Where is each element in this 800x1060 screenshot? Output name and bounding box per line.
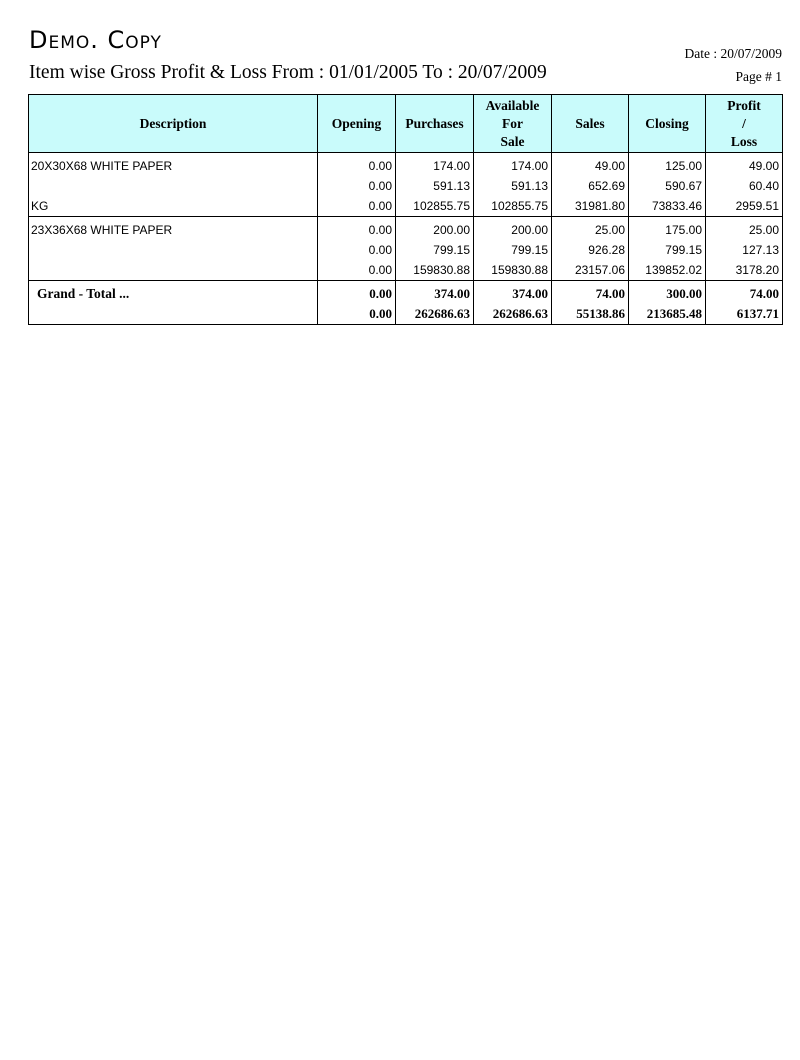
cell-closing: 213685.48 — [629, 304, 706, 325]
cell-opening: 0.00 — [318, 260, 396, 281]
cell-available: 102855.75 — [474, 196, 552, 217]
cell-purchases: 591.13 — [396, 176, 474, 196]
grand-total-row — [29, 304, 783, 325]
table-row — [29, 153, 783, 177]
cell-purchases: 102855.75 — [396, 196, 474, 217]
cell-purchases: 799.15 — [396, 240, 474, 260]
cell-sales: 55138.86 — [552, 304, 629, 325]
cell-available: 262686.63 — [474, 304, 552, 325]
cell-sales: 23157.06 — [552, 260, 629, 281]
cell-closing: 73833.46 — [629, 196, 706, 217]
cell-closing: 175.00 — [629, 217, 706, 241]
cell-purchases: 374.00 — [396, 281, 474, 305]
cell-profit: 2959.51 — [706, 196, 783, 217]
cell-sales: 926.28 — [552, 240, 629, 260]
cell-sales: 31981.80 — [552, 196, 629, 217]
cell-available: 374.00 — [474, 281, 552, 305]
page-number: Page # 1 — [735, 69, 782, 84]
cell-sales: 74.00 — [552, 281, 629, 305]
cell-sales: 652.69 — [552, 176, 629, 196]
cell-closing: 139852.02 — [629, 260, 706, 281]
cell-sales: 49.00 — [552, 153, 629, 177]
cell-description — [29, 176, 318, 196]
col-sales: Sales — [552, 95, 629, 153]
col-description: Description — [29, 95, 318, 153]
cell-description: KG — [29, 196, 318, 217]
cell-purchases: 174.00 — [396, 153, 474, 177]
demo-copy-watermark: Demo. Copy — [29, 26, 162, 54]
cell-available: 174.00 — [474, 153, 552, 177]
cell-opening: 0.00 — [318, 240, 396, 260]
grand-total-label: Grand - Total ... — [29, 281, 318, 305]
cell-profit: 49.00 — [706, 153, 783, 177]
table-row — [29, 196, 783, 217]
cell-opening: 0.00 — [318, 217, 396, 241]
cell-opening: 0.00 — [318, 196, 396, 217]
cell-purchases: 262686.63 — [396, 304, 474, 325]
cell-profit: 25.00 — [706, 217, 783, 241]
cell-available: 159830.88 — [474, 260, 552, 281]
grand-total-label-empty — [29, 304, 318, 325]
cell-opening: 0.00 — [318, 304, 396, 325]
cell-profit: 6137.71 — [706, 304, 783, 325]
col-opening: Opening — [318, 95, 396, 153]
cell-closing: 799.15 — [629, 240, 706, 260]
cell-description: 23X36X68 WHITE PAPER — [29, 217, 318, 241]
cell-purchases: 200.00 — [396, 217, 474, 241]
cell-purchases: 159830.88 — [396, 260, 474, 281]
cell-opening: 0.00 — [318, 281, 396, 305]
cell-description — [29, 260, 318, 281]
cell-available: 591.13 — [474, 176, 552, 196]
cell-profit: 127.13 — [706, 240, 783, 260]
cell-sales: 25.00 — [552, 217, 629, 241]
table-row — [29, 260, 783, 281]
cell-description: 20X30X68 WHITE PAPER — [29, 153, 318, 177]
col-closing: Closing — [629, 95, 706, 153]
profit-loss-table — [28, 94, 783, 325]
col-profit-loss: Profit / Loss — [706, 95, 783, 153]
cell-closing: 300.00 — [629, 281, 706, 305]
cell-profit: 74.00 — [706, 281, 783, 305]
col-available-for-sale: Available For Sale — [474, 95, 552, 153]
table-row — [29, 176, 783, 196]
report-title: Item wise Gross Profit & Loss From : 01/01/2005 To : 20/07/2009 — [29, 62, 547, 83]
col-purchases: Purchases — [396, 95, 474, 153]
grand-total-row — [29, 281, 783, 305]
cell-available: 200.00 — [474, 217, 552, 241]
cell-closing: 590.67 — [629, 176, 706, 196]
cell-opening: 0.00 — [318, 153, 396, 177]
table-header-row — [29, 95, 783, 153]
cell-profit: 3178.20 — [706, 260, 783, 281]
cell-opening: 0.00 — [318, 176, 396, 196]
cell-available: 799.15 — [474, 240, 552, 260]
table-row — [29, 217, 783, 241]
table-row — [29, 240, 783, 260]
report-date: Date : 20/07/2009 — [684, 46, 782, 61]
cell-closing: 125.00 — [629, 153, 706, 177]
cell-description — [29, 240, 318, 260]
cell-profit: 60.40 — [706, 176, 783, 196]
